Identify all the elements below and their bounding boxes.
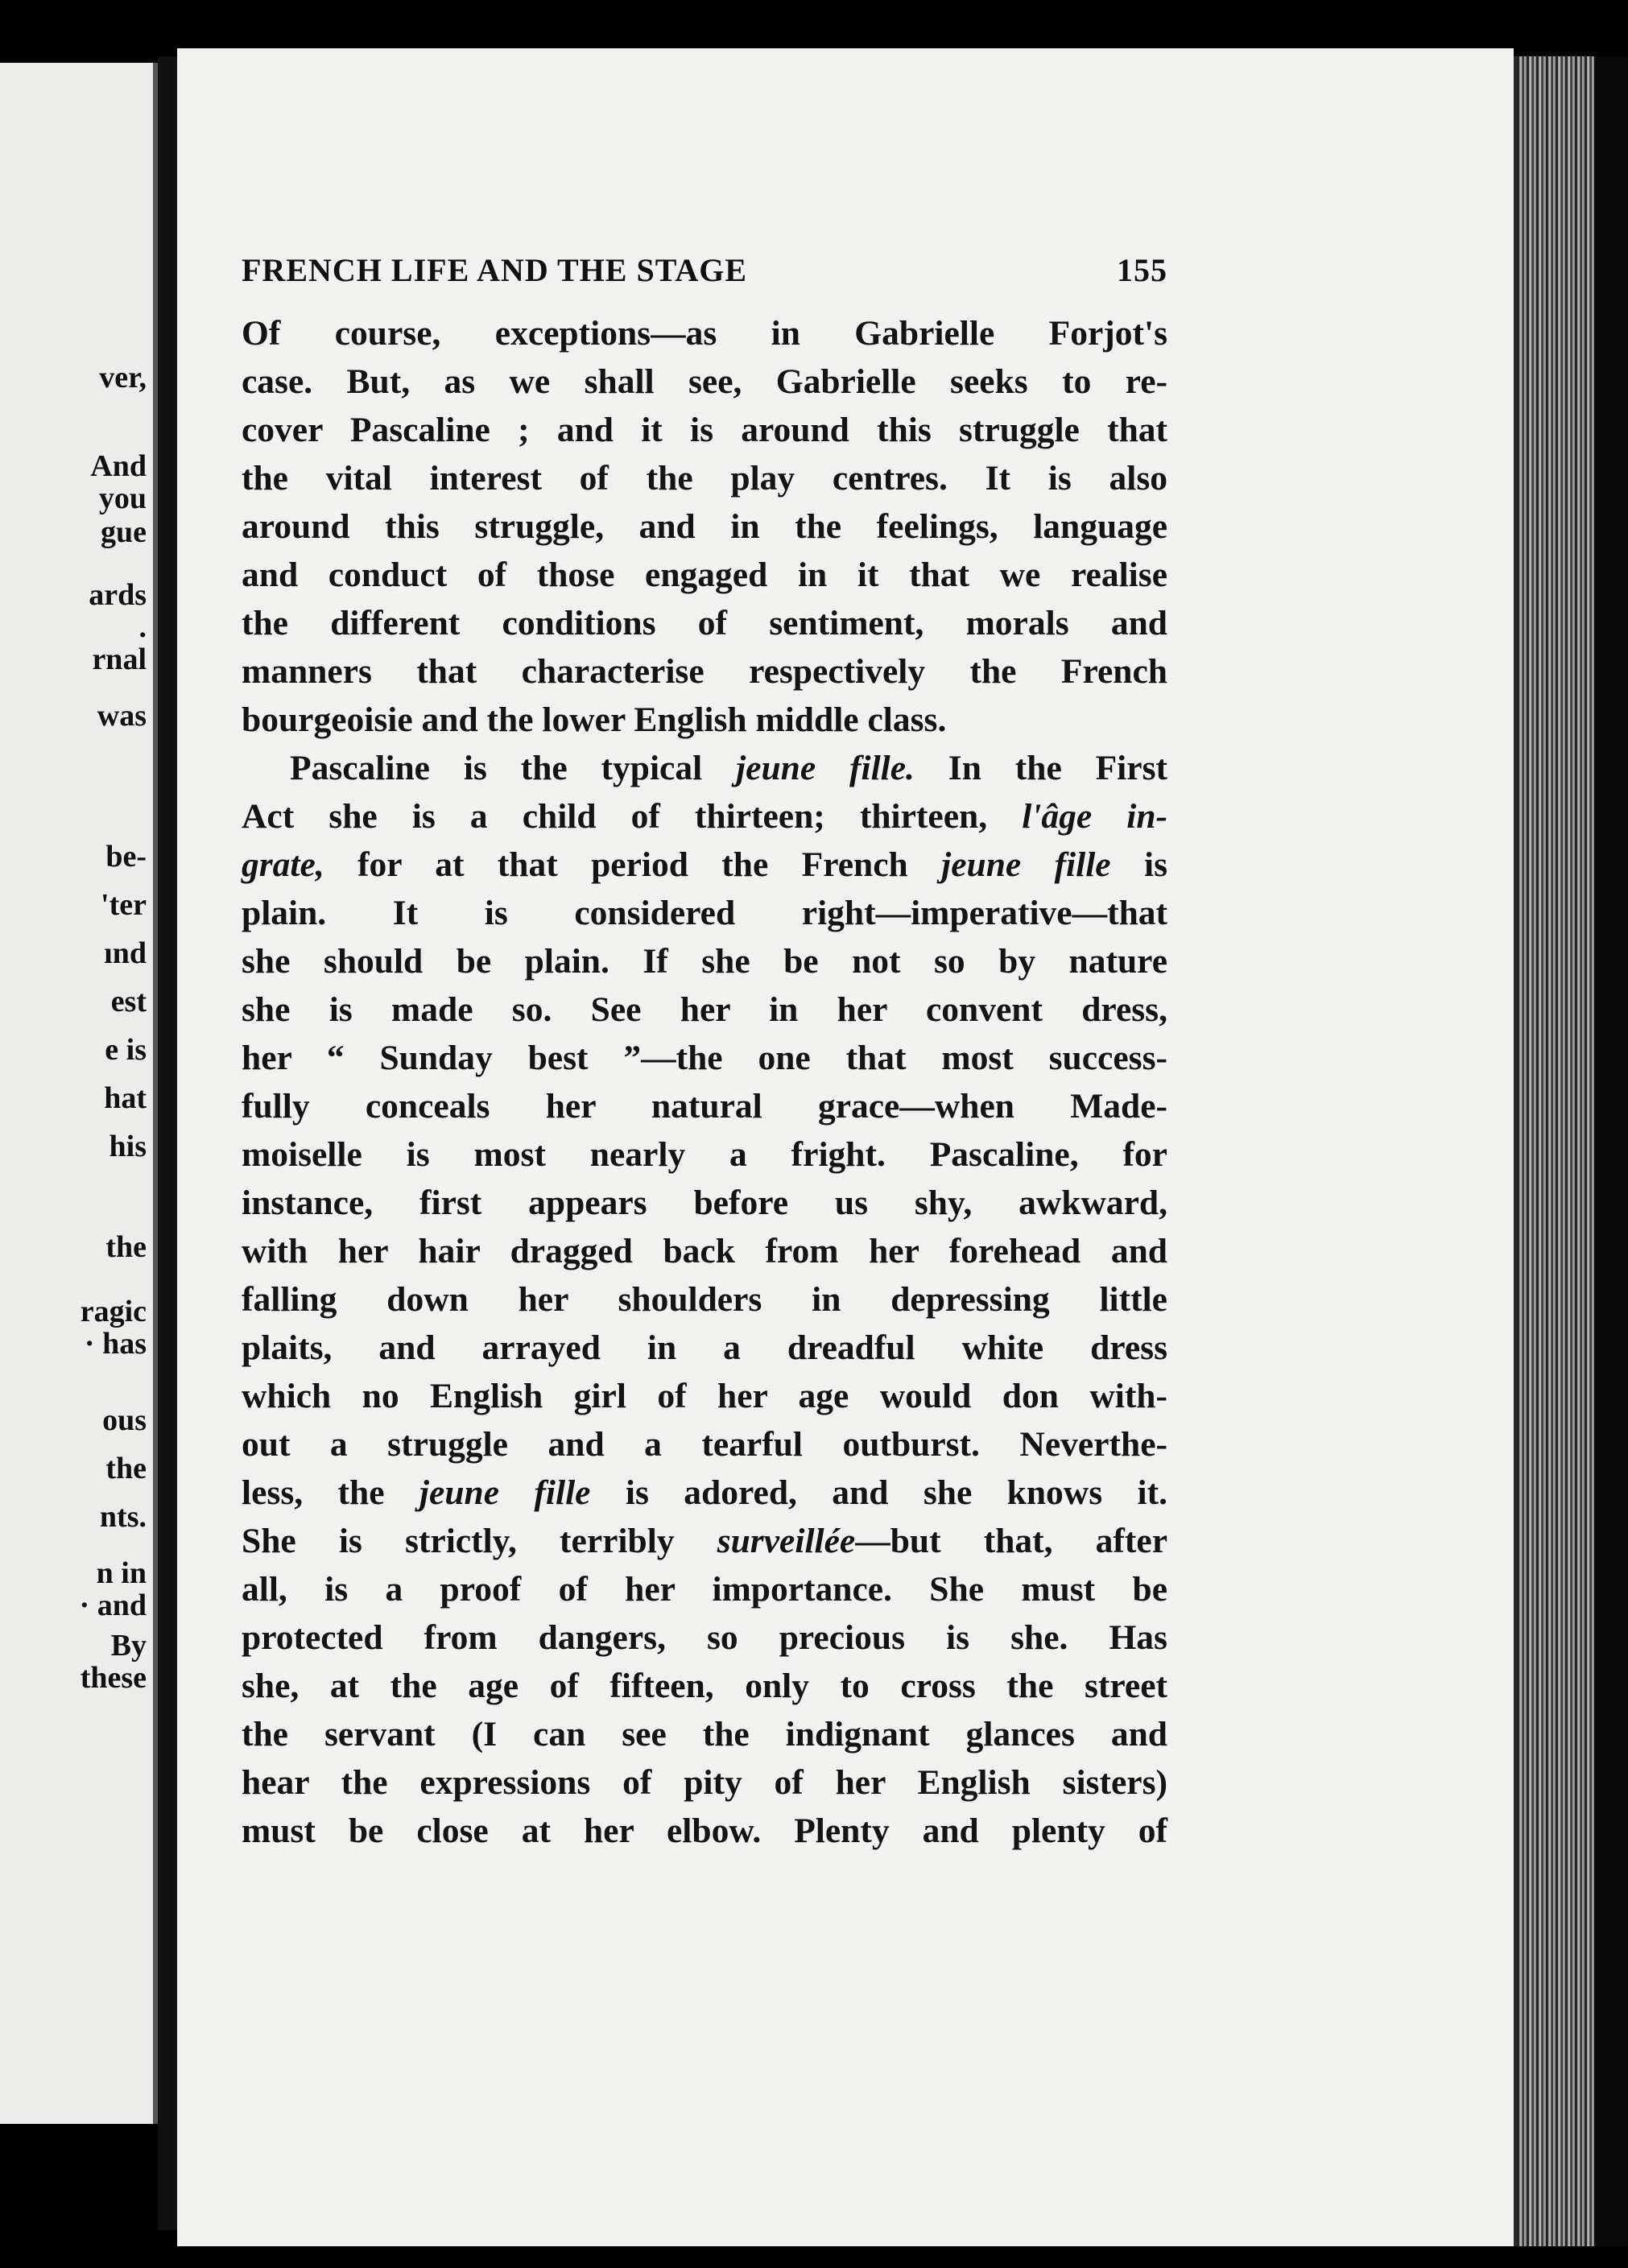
left-page-fragment: n in <box>96 1556 147 1590</box>
text-run: case. But, as we shall see, Gabrielle seeks to re- <box>242 362 1167 401</box>
body-text <box>242 309 1167 1855</box>
italic-run: l'âge in- <box>1022 797 1168 836</box>
left-page-fragment: ınd <box>104 936 147 970</box>
text-line <box>242 357 1167 406</box>
left-page-fragment: ragic <box>80 1295 147 1328</box>
text-run: Pascaline is the typical <box>290 749 737 787</box>
text-run: is adored, and she knows it. <box>590 1473 1167 1512</box>
text-run: she should be plain. If she be not so by nature <box>242 942 1167 981</box>
text-line <box>242 309 1167 357</box>
paragraph <box>242 744 1167 1855</box>
left-page-fragment: 'ter <box>101 888 147 922</box>
page-block-edges <box>1514 56 1597 2246</box>
text-line <box>242 454 1167 502</box>
background-shadow <box>1594 56 1628 2246</box>
text-line <box>242 1469 1167 1517</box>
text-line <box>242 1372 1167 1420</box>
text-line <box>242 1227 1167 1275</box>
text-line <box>242 1565 1167 1613</box>
text-run: which no English girl of her age would don with- <box>242 1377 1167 1415</box>
text-run: is <box>1110 845 1168 884</box>
text-run: In the First <box>914 749 1167 787</box>
italic-run: grate, <box>242 845 324 884</box>
text-run: manners that characterise respectively the French <box>242 652 1167 691</box>
left-page-fragment: be- <box>105 840 147 874</box>
text-run: and conduct of those engaged in it that we realise <box>242 556 1167 594</box>
left-page-fragment: · and <box>79 1588 147 1622</box>
text-run: she is made so. See her in her convent dress, <box>242 990 1167 1029</box>
text-line <box>242 1613 1167 1662</box>
text-run: —but that, after <box>855 1522 1168 1560</box>
left-page-fragment: you <box>98 481 147 515</box>
text-run: protected from dangers, so precious is she. Has <box>242 1618 1167 1657</box>
text-line <box>242 1034 1167 1082</box>
left-page-fragment: the <box>105 1452 147 1485</box>
left-page-fragment: · has <box>84 1327 147 1361</box>
left-page-edge <box>0 63 158 2124</box>
left-page-fragment: rnal <box>92 642 147 676</box>
running-head <box>242 251 1167 289</box>
text-run: her “ Sunday best ”—the one that most success- <box>242 1039 1167 1077</box>
left-page-fragment: ous <box>102 1403 147 1437</box>
text-line <box>242 406 1167 454</box>
text-run: instance, first appears before us shy, awkward, <box>242 1184 1167 1222</box>
text-line <box>242 1662 1167 1710</box>
text-run: she, at the age of fifteen, only to cross the street <box>242 1667 1167 1705</box>
left-page-fragment: gue <box>101 515 147 549</box>
left-page-fragment: nts. <box>99 1500 147 1534</box>
text-run: She is strictly, terribly <box>242 1522 717 1560</box>
text-run: moiselle is most nearly a fright. Pascaline, for <box>242 1135 1167 1174</box>
text-line <box>242 889 1167 937</box>
text-line <box>242 1517 1167 1565</box>
text-line <box>242 1324 1167 1372</box>
left-page-fragment: e is <box>105 1033 147 1067</box>
text-line <box>242 647 1167 696</box>
text-run: plain. It is considered right—imperative—that <box>242 894 1167 932</box>
text-line <box>242 744 1167 792</box>
text-line <box>242 1807 1167 1855</box>
text-run: around this struggle, and in the feelings, language <box>242 507 1167 546</box>
text-run: cover Pascaline ; and it is around this struggle that <box>242 411 1167 449</box>
text-line <box>242 1275 1167 1324</box>
left-page-fragment: ver, <box>99 361 147 395</box>
page-number: 155 <box>1117 252 1167 288</box>
left-page-fragment: was <box>97 699 147 733</box>
text-line <box>242 1082 1167 1130</box>
left-page-fragment: est <box>110 985 147 1018</box>
text-line <box>242 599 1167 647</box>
left-page-fragment: his <box>109 1130 147 1163</box>
text-line <box>242 1130 1167 1179</box>
left-page-fragment: . <box>138 610 147 644</box>
text-line <box>242 792 1167 841</box>
text-run: for at that period the French <box>324 845 942 884</box>
left-page-fragment: And <box>90 449 147 483</box>
text-line <box>242 841 1167 889</box>
text-run: falling down her shoulders in depressing little <box>242 1280 1167 1319</box>
text-run: Act she is a child of thirteen; thirteen, <box>242 797 1023 836</box>
book-gutter <box>158 56 177 2230</box>
left-page-fragment: these <box>80 1661 147 1695</box>
text-run: less, the <box>242 1473 419 1512</box>
italic-run: surveillée <box>717 1522 856 1560</box>
italic-run: jeune fille <box>941 845 1111 884</box>
text-run: the servant (I can see the indignant glances and <box>242 1715 1167 1754</box>
text-line <box>242 551 1167 599</box>
text-line <box>242 1179 1167 1227</box>
text-run: hear the expressions of pity of her English sisters) <box>242 1763 1167 1802</box>
text-run: bourgeoisie and the lower English middle class. <box>242 700 947 739</box>
italic-run: jeune fille. <box>736 749 915 787</box>
text-line <box>242 1420 1167 1469</box>
left-page-fragment: the <box>105 1230 147 1264</box>
text-run: must be close at her elbow. Plenty and plenty of <box>242 1812 1167 1850</box>
left-page-fragment: hat <box>104 1081 147 1115</box>
text-run: out a struggle and a tearful outburst. Neverthe- <box>242 1425 1167 1464</box>
text-line <box>242 1710 1167 1758</box>
text-run: Of course, exceptions—as in Gabrielle Forjot's <box>242 314 1167 353</box>
text-line <box>242 985 1167 1034</box>
text-line <box>242 502 1167 551</box>
text-run: all, is a proof of her importance. She must be <box>242 1570 1167 1609</box>
text-line <box>242 937 1167 985</box>
text-line <box>242 696 1167 744</box>
text-run: the vital interest of the play centres. It is also <box>242 459 1167 498</box>
left-page-fragment: ards <box>89 578 147 612</box>
running-head-title: FRENCH LIFE AND THE STAGE <box>242 252 748 288</box>
text-run: plaits, and arrayed in a dreadful white dress <box>242 1328 1167 1367</box>
left-page-fragment: By <box>110 1629 147 1663</box>
italic-run: jeune fille <box>419 1473 591 1512</box>
paragraph <box>242 309 1167 744</box>
text-run: fully conceals her natural grace—when Made- <box>242 1087 1167 1126</box>
text-run: with her hair dragged back from her forehead and <box>242 1232 1167 1270</box>
text-line <box>242 1758 1167 1807</box>
text-run: the different conditions of sentiment, morals and <box>242 604 1167 642</box>
